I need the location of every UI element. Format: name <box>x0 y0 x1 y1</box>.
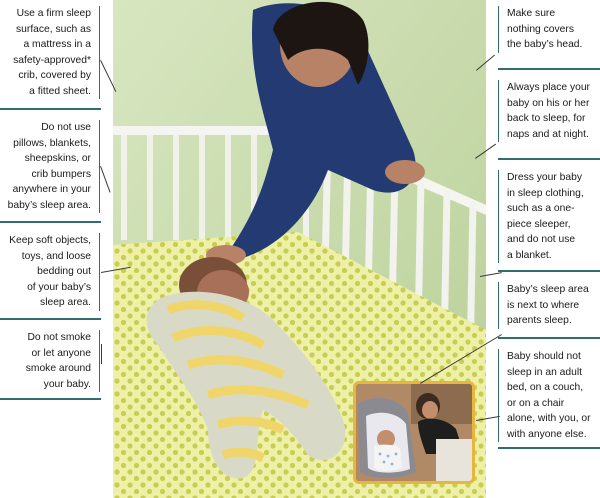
tip-do-not-smoke: Do not smoke or let anyone smoke around your baby. <box>0 330 100 392</box>
tip-divider <box>498 337 600 339</box>
tip-divider <box>0 221 101 223</box>
tip-no-adult-bed-couch-chair: Baby should not sleep in an adult bed, on a couch, or on a chair alone, with you, or with anyone else. <box>498 349 600 442</box>
tip-keep-soft-objects-out: Keep soft objects, toys, and loose bedding out of your baby’s sleep area. <box>0 233 100 311</box>
tip-nothing-covers-head: Make sure nothing covers the baby’s head. <box>498 6 600 53</box>
tip-divider <box>498 447 600 449</box>
tip-place-baby-on-back: Always place your baby on his or her back to sleep, for naps and at night. <box>498 80 600 142</box>
tip-divider <box>498 158 600 160</box>
tip-divider <box>0 108 101 110</box>
leader-line <box>100 166 111 193</box>
inset-photo-bassinet-next-to-bed <box>353 381 475 484</box>
tip-dress-in-sleep-clothing: Dress your baby in sleep clothing, such as a one- piece sleeper, and do not use a blanket. <box>498 170 600 263</box>
tip-divider <box>0 318 101 320</box>
tip-divider <box>0 398 101 400</box>
tip-sleep-area-next-to-parents: Baby’s sleep area is next to where parents sleep. <box>498 282 600 329</box>
tip-divider <box>498 270 600 272</box>
tip-firm-sleep-surface: Use a firm sleep surface, such as a mattress in a safety-approved* crib, covered by a fitted sheet. <box>0 6 100 99</box>
leader-line <box>101 344 102 364</box>
tip-divider <box>498 68 600 70</box>
tip-no-pillows-blankets: Do not use pillows, blankets, sheepskins, or crib bumpers anywhere in your baby’s sleep area. <box>0 120 100 213</box>
